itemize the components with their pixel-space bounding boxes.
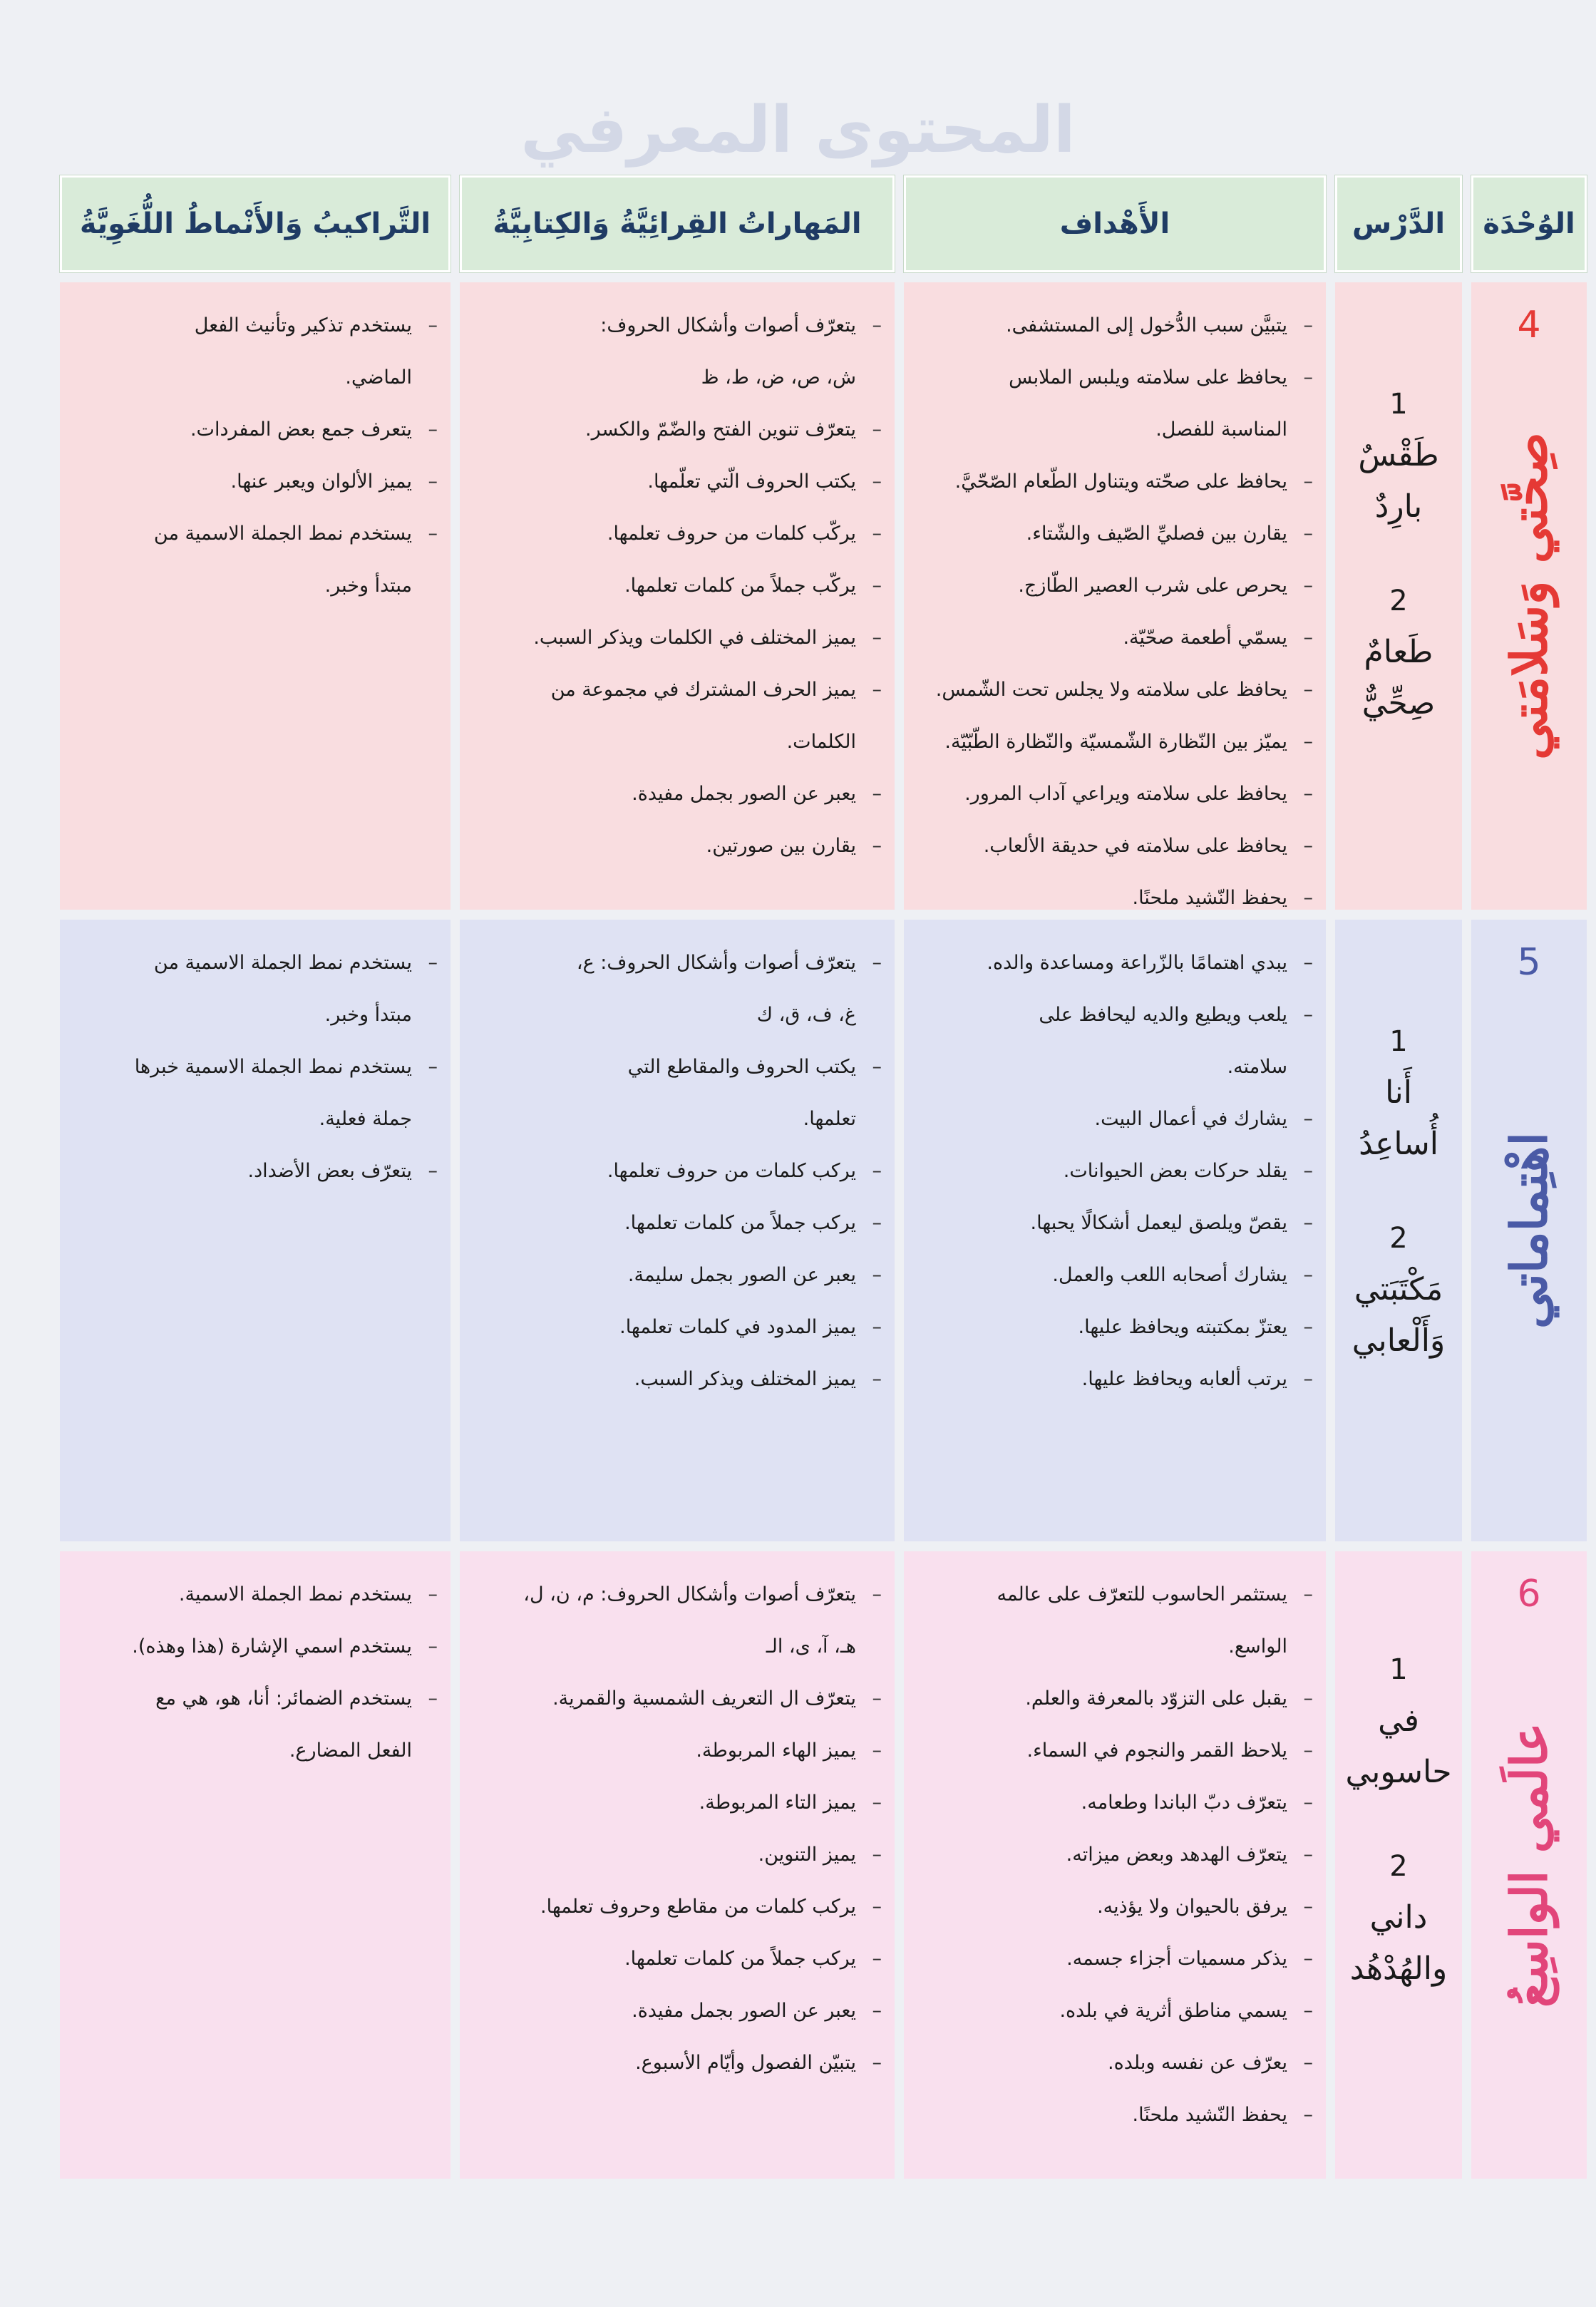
- list-item: – يميّز بين النّظارة الشّمسيّة والنّظارة الطّبّيّة.: [917, 716, 1313, 768]
- list-item: – يبدي اهتمامًا بالزّراعة ومساعدة والده.: [917, 937, 1313, 989]
- header-objectives: الأَهْداف: [904, 175, 1326, 272]
- list-item: المناسبة للفصل.: [1155, 418, 1287, 441]
- list-item: – يستخدم نمط الجملة الاسمية.: [73, 1568, 438, 1620]
- list-item: – يتبيّن الفصول وأيّام الأسبوع.: [473, 2037, 882, 2089]
- list-item: سلامته.: [1227, 1056, 1287, 1078]
- list-item: – يتعرف جمع بعض المفردات.: [73, 404, 438, 456]
- list-item: – يركب جملاً من كلمات تعلمها.: [473, 1933, 882, 1985]
- list-item: – يقبل على التزوّد بالمعرفة والعلم.: [917, 1673, 1313, 1725]
- unit-number: 4: [1517, 304, 1541, 346]
- list-item: تعلمها.: [803, 1108, 856, 1130]
- lesson-title-line: أَنا: [1385, 1074, 1412, 1111]
- list-item: – يشارك في أعمال البيت.: [917, 1093, 1313, 1145]
- structures-cell: [60, 1551, 451, 2179]
- lesson-title-line: داني: [1369, 1899, 1428, 1936]
- unit-cell: [1471, 920, 1587, 1541]
- list-item: – يميز المختلف في الكلمات ويذكر السبب.: [473, 612, 882, 664]
- unit-name: صِحَّتي وَسَلامَتي: [1499, 432, 1559, 760]
- list-item: – يشارك أصحابه اللعب والعمل.: [917, 1249, 1313, 1301]
- list-item: – يحافظ على سلامته ولا يجلس تحت الشّمس.: [917, 664, 1313, 716]
- structures-cell: [60, 920, 451, 1541]
- list-item: – يستخدم الضمائر: أنا، هو، هي مع: [73, 1673, 438, 1725]
- lesson-cell: [1335, 920, 1462, 1541]
- list-item: – يسمّي أطعمة صحّيّة.: [917, 612, 1313, 664]
- list-item: – يتعرّف أصوات وأشكال الحروف: ع،: [473, 937, 882, 989]
- list-item: – يميز التنوين.: [473, 1829, 882, 1881]
- lesson-cell: [1335, 1551, 1462, 2179]
- list-item: – يحفظ النّشيد ملحنًا.: [917, 872, 1313, 910]
- lesson-title-line: وَأَلْعابي: [1352, 1322, 1446, 1359]
- list-item: – يستخدم نمط الجملة الاسمية من: [73, 508, 438, 560]
- header-skills: المَهاراتُ القِرائِيَّةُ وَالكِتابِيَّةُ: [460, 175, 895, 272]
- list-item: ش، ص، ض، ط، ظ: [701, 366, 856, 389]
- list-item: غ، ف، ق، ك: [756, 1004, 856, 1026]
- list-item: – يرفق بالحيوان ولا يؤذيه.: [917, 1881, 1313, 1933]
- list-item: – يقارن بين فصليِّ الصّيف والشّتاء.: [917, 508, 1313, 560]
- list-item: – يستخدم تذكير وتأنيث الفعل: [73, 299, 438, 351]
- list-item: – يحافظ على سلامته ويلبس الملابس: [917, 351, 1313, 404]
- header-unit: الوُحْدَة: [1471, 175, 1587, 272]
- list-item: – يقلد حركات بعض الحيوانات.: [917, 1145, 1313, 1197]
- lesson-title: [1362, 575, 1435, 729]
- list-item: – يكتب الحروف والمقاطع التي: [473, 1041, 882, 1093]
- list-item: – يتعرّف ال التعريف الشمسية والقمرية.: [473, 1673, 882, 1725]
- lesson-number: 1: [1389, 388, 1408, 421]
- list-item: – يتعرّف أصوات وأشكال الحروف: م، ن، ل،: [473, 1568, 882, 1620]
- list-item: – يحفظ النّشيد ملحنًا.: [917, 2089, 1313, 2141]
- skills-cell: [460, 920, 895, 1541]
- list-item: – يميز الألوان ويعبر عنها.: [73, 456, 438, 508]
- list-item: – يتعرّف الهدهد وبعض ميزاته.: [917, 1829, 1313, 1881]
- list-item: – يتعرّف أصوات وأشكال الحروف:: [473, 299, 882, 351]
- unit-name: اهْتِماماتي: [1499, 1132, 1559, 1329]
- list-item: الماضي.: [345, 366, 412, 389]
- lesson-number: 2: [1389, 585, 1408, 617]
- lesson-title: [1359, 1016, 1438, 1170]
- unit-cell: [1471, 1551, 1587, 2179]
- lesson-title-line: بارِدٌ: [1374, 488, 1423, 525]
- list-item: – يذكر مسميات أجزاء جسمه.: [917, 1933, 1313, 1985]
- lesson-cell: [1335, 282, 1462, 910]
- lesson-number: 1: [1389, 1025, 1408, 1058]
- list-item: – يلعب ويطيع والديه ليحافظ على: [917, 989, 1313, 1041]
- list-item: – يعرّف عن نفسه وبلده.: [917, 2037, 1313, 2089]
- list-item: – يتعرّف تنوين الفتح والضّمّ والكسر.: [473, 404, 882, 456]
- list-item: – يستخدم اسمي الإشارة (هذا وهذه).: [73, 1620, 438, 1673]
- list-item: – يحافظ على صحّته ويتناول الطّعام الصّحّيَّ.: [917, 456, 1313, 508]
- list-item: – يستثمر الحاسوب للتعرّف على عالمه: [917, 1568, 1313, 1620]
- lesson-title-line: والهُدْهُد: [1349, 1951, 1448, 1987]
- list-item: – يلاحظ القمر والنجوم في السماء.: [917, 1725, 1313, 1777]
- lesson-number: 2: [1389, 1222, 1408, 1255]
- objectives-cell: [904, 1551, 1326, 2179]
- lesson-title: [1345, 1644, 1451, 1798]
- list-item: – يميز التاء المربوطة.: [473, 1777, 882, 1829]
- lesson-number: 2: [1389, 1850, 1408, 1883]
- list-item: – يركب كلمات من مقاطع وحروف تعلمها.: [473, 1881, 882, 1933]
- lesson-title-line: في: [1378, 1702, 1419, 1739]
- list-item: – يميز الحرف المشترك في مجموعة من: [473, 664, 882, 716]
- skills-cell: [460, 282, 895, 910]
- lesson-title-line: طَقْسٌ: [1358, 437, 1439, 473]
- lesson-number: 1: [1389, 1653, 1408, 1686]
- list-item: – يستخدم نمط الجملة الاسمية خبرها: [73, 1041, 438, 1093]
- list-item: – يتعرّف دبّ الباندا وطعامه.: [917, 1777, 1313, 1829]
- lesson-title: [1352, 1213, 1445, 1367]
- list-item: – يميز الهاء المربوطة.: [473, 1725, 882, 1777]
- lesson-title-line: صِحِّيٌّ: [1361, 685, 1436, 721]
- lesson-title-line: طَعامٌ: [1364, 634, 1433, 670]
- list-item: – يقارن بين صورتين.: [473, 820, 882, 872]
- lesson-title: [1358, 379, 1438, 533]
- list-item: – يعتزّ بمكتبته ويحافظ عليها.: [917, 1301, 1313, 1353]
- list-item: مبتدأ وخبر.: [324, 1004, 412, 1026]
- page-title: المحتوى المعرفي: [520, 93, 1076, 168]
- list-item: الكلمات.: [786, 731, 856, 753]
- list-item: جملة فعلية.: [319, 1108, 412, 1130]
- list-item: – يركب جملاً من كلمات تعلمها.: [473, 1197, 882, 1249]
- list-item: – يسمي مناطق أثرية في بلده.: [917, 1985, 1313, 2037]
- unit-number: 6: [1517, 1573, 1541, 1615]
- skills-cell: [460, 1551, 895, 2179]
- list-item: – يرتب ألعابه ويحافظ عليها.: [917, 1353, 1313, 1405]
- list-item: الفعل المضارع.: [289, 1740, 412, 1762]
- structures-cell: [60, 282, 451, 910]
- list-item: – يعبر عن الصور بجمل مفيدة.: [473, 1985, 882, 2037]
- list-item: مبتدأ وخبر.: [324, 575, 412, 597]
- objectives-cell: [904, 920, 1326, 1541]
- objectives-cell: [904, 282, 1326, 910]
- curriculum-table: [60, 175, 1587, 2179]
- list-item: – يميز المختلف ويذكر السبب.: [473, 1353, 882, 1405]
- list-item: – يتعرّف بعض الأضداد.: [73, 1145, 438, 1197]
- list-item: – يقصّ ويلصق ليعمل أشكالًا يحبها.: [917, 1197, 1313, 1249]
- list-item: الواسع.: [1228, 1635, 1287, 1658]
- lesson-title-line: حاسوبي: [1345, 1754, 1452, 1790]
- lesson-title-line: أُساعِدُ: [1359, 1126, 1438, 1162]
- lesson-title-line: مَكْتَبَتي: [1354, 1271, 1443, 1307]
- list-item: – يتبيَّن سبب الدُّخول إلى المستشفى.: [917, 299, 1313, 351]
- unit-number: 5: [1517, 941, 1541, 984]
- list-item: – يحافظ على سلامته في حديقة الألعاب.: [917, 820, 1313, 872]
- header-lesson: الدَّرْس: [1335, 175, 1462, 272]
- list-item: – يركب كلمات من حروف تعلمها.: [473, 1145, 882, 1197]
- list-item: – يركّب كلمات من حروف تعلمها.: [473, 508, 882, 560]
- list-item: – يعبر عن الصور بجمل سليمة.: [473, 1249, 882, 1301]
- list-item: – يميز المدود في كلمات تعلمها.: [473, 1301, 882, 1353]
- list-item: هـ، آ، ى، الـ: [766, 1635, 856, 1658]
- unit-cell: [1471, 282, 1587, 910]
- unit-name: عالَمي الواسِعُ: [1499, 1722, 1559, 2008]
- list-item: – يعبر عن الصور بجمل مفيدة.: [473, 768, 882, 820]
- list-item: – يحرص على شرب العصير الطّازج.: [917, 560, 1313, 612]
- list-item: – يركّب جملاً من كلمات تعلمها.: [473, 560, 882, 612]
- lesson-title: [1350, 1841, 1448, 1995]
- header-structures: التَّراكيبُ وَالأَنْماطُ اللُّغَوِيَّةُ: [60, 175, 451, 272]
- list-item: – يحافظ على سلامته ويراعي آداب المرور.: [917, 768, 1313, 820]
- list-item: – يكتب الحروف الّتي تعلّمها.: [473, 456, 882, 508]
- list-item: – يستخدم نمط الجملة الاسمية من: [73, 937, 438, 989]
